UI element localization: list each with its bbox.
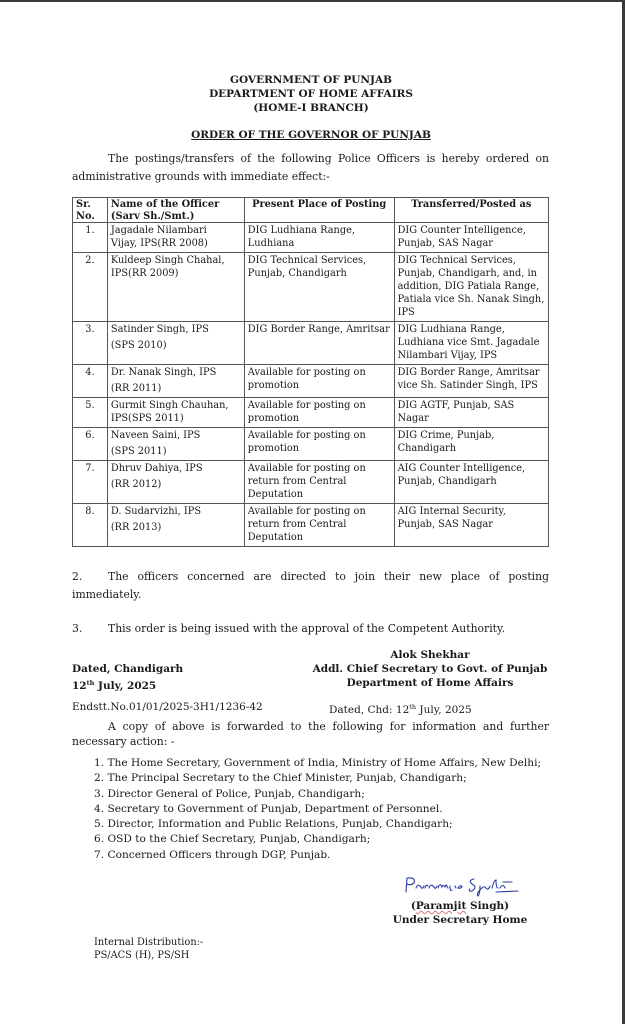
internal-distribution-value: PS/ACS (H), PS/SH <box>94 950 190 961</box>
signatory-designation: Addl. Chief Secretary to Govt. of Punjab <box>312 663 548 675</box>
cell-present-posting: DIG Border Range, Amritsar <box>244 322 394 365</box>
paragraph-3-text: This order is being issued with the approval of the Competent Authority. <box>108 622 506 635</box>
table-row <box>73 398 549 428</box>
cell-sr: 5. <box>73 398 108 428</box>
officer-batch: (RR 2011) <box>110 383 162 394</box>
paragraph-2-text: The officers concerned are directed to join their new place of posting immediately. <box>72 570 549 601</box>
cell-officer-name <box>107 253 244 322</box>
cell-transferred-as: DIG AGTF, Punjab, SAS Nagar <box>394 398 548 428</box>
table-header-row <box>73 198 549 223</box>
cell-transferred-as: AIG Counter Intelligence, Punjab, Chandigarh <box>394 461 548 504</box>
cell-transferred-as: DIG Technical Services, Punjab, Chandigarh, and, in addition, DIG Patiala Range, Patiala vice Sh. Nanak Singh, IPS <box>394 253 548 322</box>
signature-scribble-icon <box>400 872 530 898</box>
header-branch: (HOME-I BRANCH) <box>253 102 369 114</box>
paragraph-3-number: 3. <box>72 622 83 635</box>
cell-officer-name <box>107 504 244 547</box>
table-row <box>73 365 549 398</box>
intro-paragraph: The postings/transfers of the following Police Officers is hereby ordered on administrative grounds with immediate effect:- <box>72 152 549 183</box>
table-row <box>73 322 549 365</box>
officer-batch: Vijay, IPS(RR 2008) <box>110 238 208 249</box>
officer-batch: (SPS 2010) <box>110 340 167 351</box>
forward-text: A copy of above is forwarded to the following for information and further necessary action: - <box>72 720 549 748</box>
cell-present-posting: DIG Technical Services, Punjab, Chandigarh <box>244 253 394 322</box>
cell-officer-name <box>107 398 244 428</box>
date-day: 12 <box>72 680 87 692</box>
endorsement-date-suffix: th <box>409 703 417 711</box>
cell-sr: 3. <box>73 322 108 365</box>
cell-transferred-as: DIG Border Range, Amritsar vice Sh. Satinder Singh, IPS <box>394 365 548 398</box>
paren-open: ( <box>410 900 416 912</box>
endorsement-date-prefix: Dated, Chd: 12 <box>329 704 410 716</box>
distribution-item: 1. The Home Secretary, Government of India, Ministry of Home Affairs, New Delhi; <box>94 757 542 769</box>
table-row <box>73 223 549 253</box>
cell-transferred-as: DIG Counter Intelligence, Punjab, SAS Nagar <box>394 223 548 253</box>
cell-present-posting: Available for posting on promotion <box>244 398 394 428</box>
officer-batch: (RR 2013) <box>110 522 162 533</box>
cell-sr: 1. <box>73 223 108 253</box>
table-row <box>73 504 549 547</box>
distribution-item: 4. Secretary to Government of Punjab, Department of Personnel. <box>94 802 443 815</box>
table-row <box>73 461 549 504</box>
paragraph-3 <box>72 620 549 638</box>
cell-transferred-as: AIG Internal Security, Punjab, SAS Nagar <box>394 504 548 547</box>
officer-batch: (RR 2012) <box>110 479 162 490</box>
cell-transferred-as: DIG Ludhiana Range, Ludhiana vice Smt. Jagadale Nilambari Vijay, IPS <box>394 322 548 365</box>
cell-sr: 4. <box>73 365 108 398</box>
internal-distribution-label: Internal Distribution:- <box>94 937 204 948</box>
endorsement-date <box>329 700 472 717</box>
officer-batch: IPS(SPS 2011) <box>110 413 184 424</box>
postings-table <box>72 197 549 547</box>
officer-name: Satinder Singh, IPS <box>110 324 209 335</box>
date-month-year: July, 2025 <box>94 680 157 692</box>
undersecretary-designation: Under Secretary Home <box>392 914 528 926</box>
handwritten-signature <box>400 872 530 898</box>
officer-name: Jagadale Nilambari <box>110 225 207 236</box>
officer-name: Gurmit Singh Chauhan, <box>110 400 229 411</box>
officer-batch: (SPS 2011) <box>110 446 167 457</box>
header-sr-line1: Sr. <box>76 199 91 210</box>
header-transferred-as: Transferred/Posted as <box>394 198 548 223</box>
paragraph-2-number: 2. <box>72 570 83 583</box>
cell-present-posting: Available for posting on return from Central Deputation <box>244 504 394 547</box>
order-title: ORDER OF THE GOVERNOR OF PUNJAB <box>191 129 431 141</box>
distribution-item: 7. Concerned Officers through DGP, Punjab. <box>94 848 331 861</box>
cell-officer-name <box>107 461 244 504</box>
cell-present-posting: Available for posting on return from Central Deputation <box>244 461 394 504</box>
header-name-line2: (Sarv Sh./Smt.) <box>110 210 195 222</box>
header-sr-line2: No. <box>76 210 95 222</box>
header-present-posting: Present Place of Posting <box>244 198 394 223</box>
distribution-item: 2. The Principal Secretary to the Chief Minister, Punjab, Chandigarh; <box>94 772 467 785</box>
header-sr-no <box>73 198 108 223</box>
distribution-item: 5. Director, Information and Public Relations, Punjab, Chandigarh; <box>94 818 453 831</box>
distribution-item: 3. Director General of Police, Punjab, Chandigarh; <box>94 787 365 800</box>
signatory-name: Alok Shekhar <box>390 649 470 661</box>
officer-name: D. Sudarvizhi, IPS <box>110 506 202 517</box>
table-row <box>73 253 549 322</box>
cell-present-posting: Available for posting on promotion <box>244 428 394 461</box>
signatory-department: Department of Home Affairs <box>346 677 514 689</box>
officer-batch: IPS(RR 2009) <box>110 268 179 279</box>
distribution-list <box>94 756 541 863</box>
name-rest: Singh) <box>466 900 510 912</box>
header-government: GOVERNMENT OF PUNJAB <box>230 74 392 86</box>
cell-transferred-as: DIG Crime, Punjab, Chandigarh <box>394 428 548 461</box>
table-row <box>73 428 549 461</box>
dated-place: Dated, Chandigarh <box>72 663 184 675</box>
cell-present-posting: Available for posting on promotion <box>244 365 394 398</box>
cell-sr: 8. <box>73 504 108 547</box>
cell-officer-name <box>107 428 244 461</box>
name-first: Paramjit <box>415 900 467 912</box>
header-department: DEPARTMENT OF HOME AFFAIRS <box>209 88 413 100</box>
header-name-line1: Name of the Officer <box>110 199 220 210</box>
header-officer-name <box>107 198 244 223</box>
paragraph-2 <box>72 568 549 604</box>
cell-officer-name <box>107 223 244 253</box>
endorsement-number: Endstt.No.01/01/2025-3H1/1236-42 <box>72 701 263 713</box>
endorsement-date-rest: July, 2025 <box>416 704 472 716</box>
officer-name: Kuldeep Singh Chahal, <box>110 255 225 266</box>
officer-name: Dhruv Dahiya, IPS <box>110 463 203 474</box>
distribution-item: 6. OSD to the Chief Secretary, Punjab, Chandigarh; <box>94 833 371 846</box>
cell-officer-name <box>107 322 244 365</box>
cell-sr: 7. <box>73 461 108 504</box>
cell-officer-name <box>107 365 244 398</box>
cell-sr: 6. <box>73 428 108 461</box>
officer-name: Dr. Nanak Singh, IPS <box>110 367 217 378</box>
cell-sr: 2. <box>73 253 108 322</box>
cell-present-posting: DIG Ludhiana Range, Ludhiana <box>244 223 394 253</box>
undersecretary-name <box>380 899 540 913</box>
date-suffix: th <box>86 679 95 687</box>
dated-date <box>72 676 156 693</box>
officer-name: Naveen Saini, IPS <box>110 430 201 441</box>
